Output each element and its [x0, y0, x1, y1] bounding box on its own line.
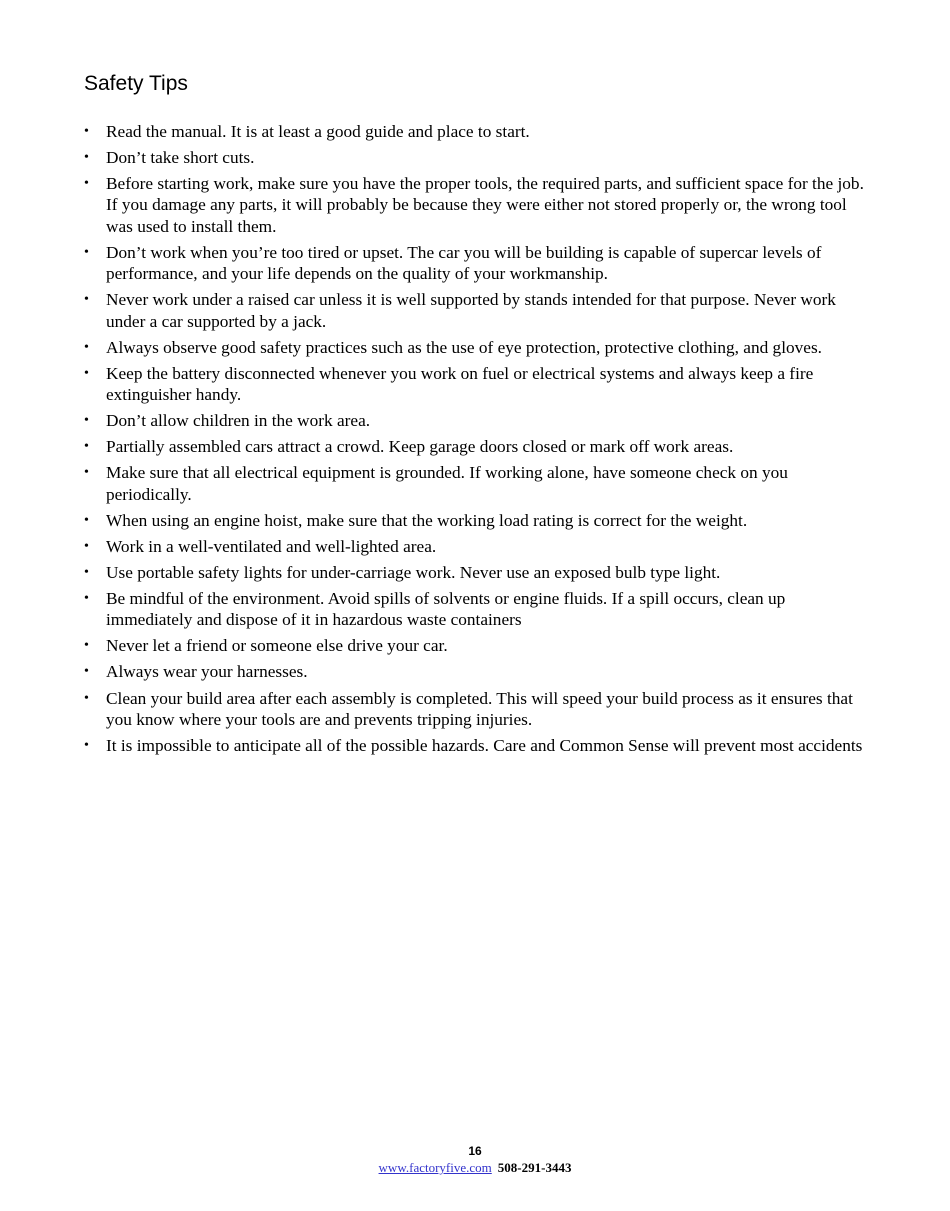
bullet-icon: • — [84, 737, 89, 753]
bullet-icon: • — [84, 244, 89, 260]
tip-text: Work in a well-ventilated and well-lighted area. — [106, 536, 437, 556]
tip-text: Never work under a raised car unless it is well supported by stands intended for that purpose. Never work under a car supported by a jack. — [106, 290, 836, 331]
tip-text: Partially assembled cars attract a crowd. Keep garage doors closed or mark off work areas. — [106, 437, 734, 457]
contact-line — [0, 1159, 950, 1177]
website-link[interactable]: www.factoryfive.com — [378, 1160, 492, 1175]
list-item — [84, 173, 870, 237]
list-item — [84, 462, 870, 505]
list-item — [84, 735, 870, 756]
bullet-icon: • — [84, 664, 89, 680]
list-item — [84, 661, 870, 682]
list-item — [84, 688, 870, 731]
list-item — [84, 588, 870, 631]
tip-text: Be mindful of the environment. Avoid spills of solvents or engine fluids. If a spill occurs, clean up immediately and dispose of it in hazardous waste containers — [106, 589, 786, 630]
bullet-icon: • — [84, 512, 89, 528]
list-item — [84, 510, 870, 531]
tip-text: Use portable safety lights for under-carriage work. Never use an exposed bulb type light. — [106, 562, 721, 582]
bullet-icon: • — [84, 339, 89, 355]
tip-text: Don’t take short cuts. — [106, 148, 255, 168]
bullet-icon: • — [84, 150, 89, 166]
bullet-icon: • — [84, 564, 89, 580]
bullet-icon: • — [84, 176, 89, 192]
tip-text: When using an engine hoist, make sure that the working load rating is correct for the weight. — [106, 510, 748, 530]
tip-text: It is impossible to anticipate all of the possible hazards. Care and Common Sense will prevent most accidents — [106, 735, 863, 755]
bullet-icon: • — [84, 124, 89, 139]
tip-text: Always wear your harnesses. — [106, 662, 308, 682]
list-item — [84, 289, 870, 332]
list-item — [84, 635, 870, 656]
tip-text: Never let a friend or someone else drive your car. — [106, 636, 448, 656]
list-item — [84, 562, 870, 583]
tip-text: Before starting work, make sure you have the proper tools, the required parts, and sufficient space for the job. If you damage any parts, it will probably be because they were either not stored properly or, the wrong tool was used to install them. — [106, 174, 864, 236]
bullet-icon: • — [84, 638, 89, 654]
list-item — [84, 121, 870, 142]
page-heading: Safety Tips — [84, 72, 188, 95]
phone-number: 508-291-3443 — [497, 1160, 572, 1175]
bullet-icon: • — [84, 439, 89, 455]
list-item — [84, 410, 870, 431]
list-item — [84, 242, 870, 285]
bullet-icon: • — [84, 690, 89, 706]
page-number: 16 — [468, 1144, 482, 1158]
tip-text: Make sure that all electrical equipment is grounded. If working alone, have someone check on you periodically. — [106, 463, 788, 504]
list-item — [84, 436, 870, 457]
safety-tips-list — [84, 121, 870, 761]
tip-text: Clean your build area after each assembly is completed. This will speed your build process as it ensures that you know where your tools are and prevents tripping injuries. — [106, 688, 853, 729]
bullet-icon: • — [84, 292, 89, 308]
list-item — [84, 536, 870, 557]
bullet-icon: • — [84, 591, 89, 606]
list-item — [84, 337, 870, 358]
tip-text: Keep the battery disconnected whenever you work on fuel or electrical systems and always keep a fire extinguisher handy. — [106, 363, 814, 405]
bullet-icon: • — [84, 465, 89, 481]
page-footer — [0, 1143, 950, 1177]
list-item — [84, 363, 870, 406]
tip-text: Don’t work when you’re too tired or upset. The car you will be building is capable of supercar levels of performance, and your life depends on the quality of your workmanship. — [106, 242, 822, 284]
bullet-icon: • — [84, 413, 89, 429]
tip-text: Don’t allow children in the work area. — [106, 411, 371, 431]
bullet-icon: • — [84, 365, 89, 381]
bullet-icon: • — [84, 538, 89, 554]
tip-text: Read the manual. It is at least a good guide and place to start. — [106, 122, 530, 141]
list-item — [84, 147, 870, 168]
tip-text: Always observe good safety practices such as the use of eye protection, protective clothing, and gloves. — [106, 337, 822, 357]
